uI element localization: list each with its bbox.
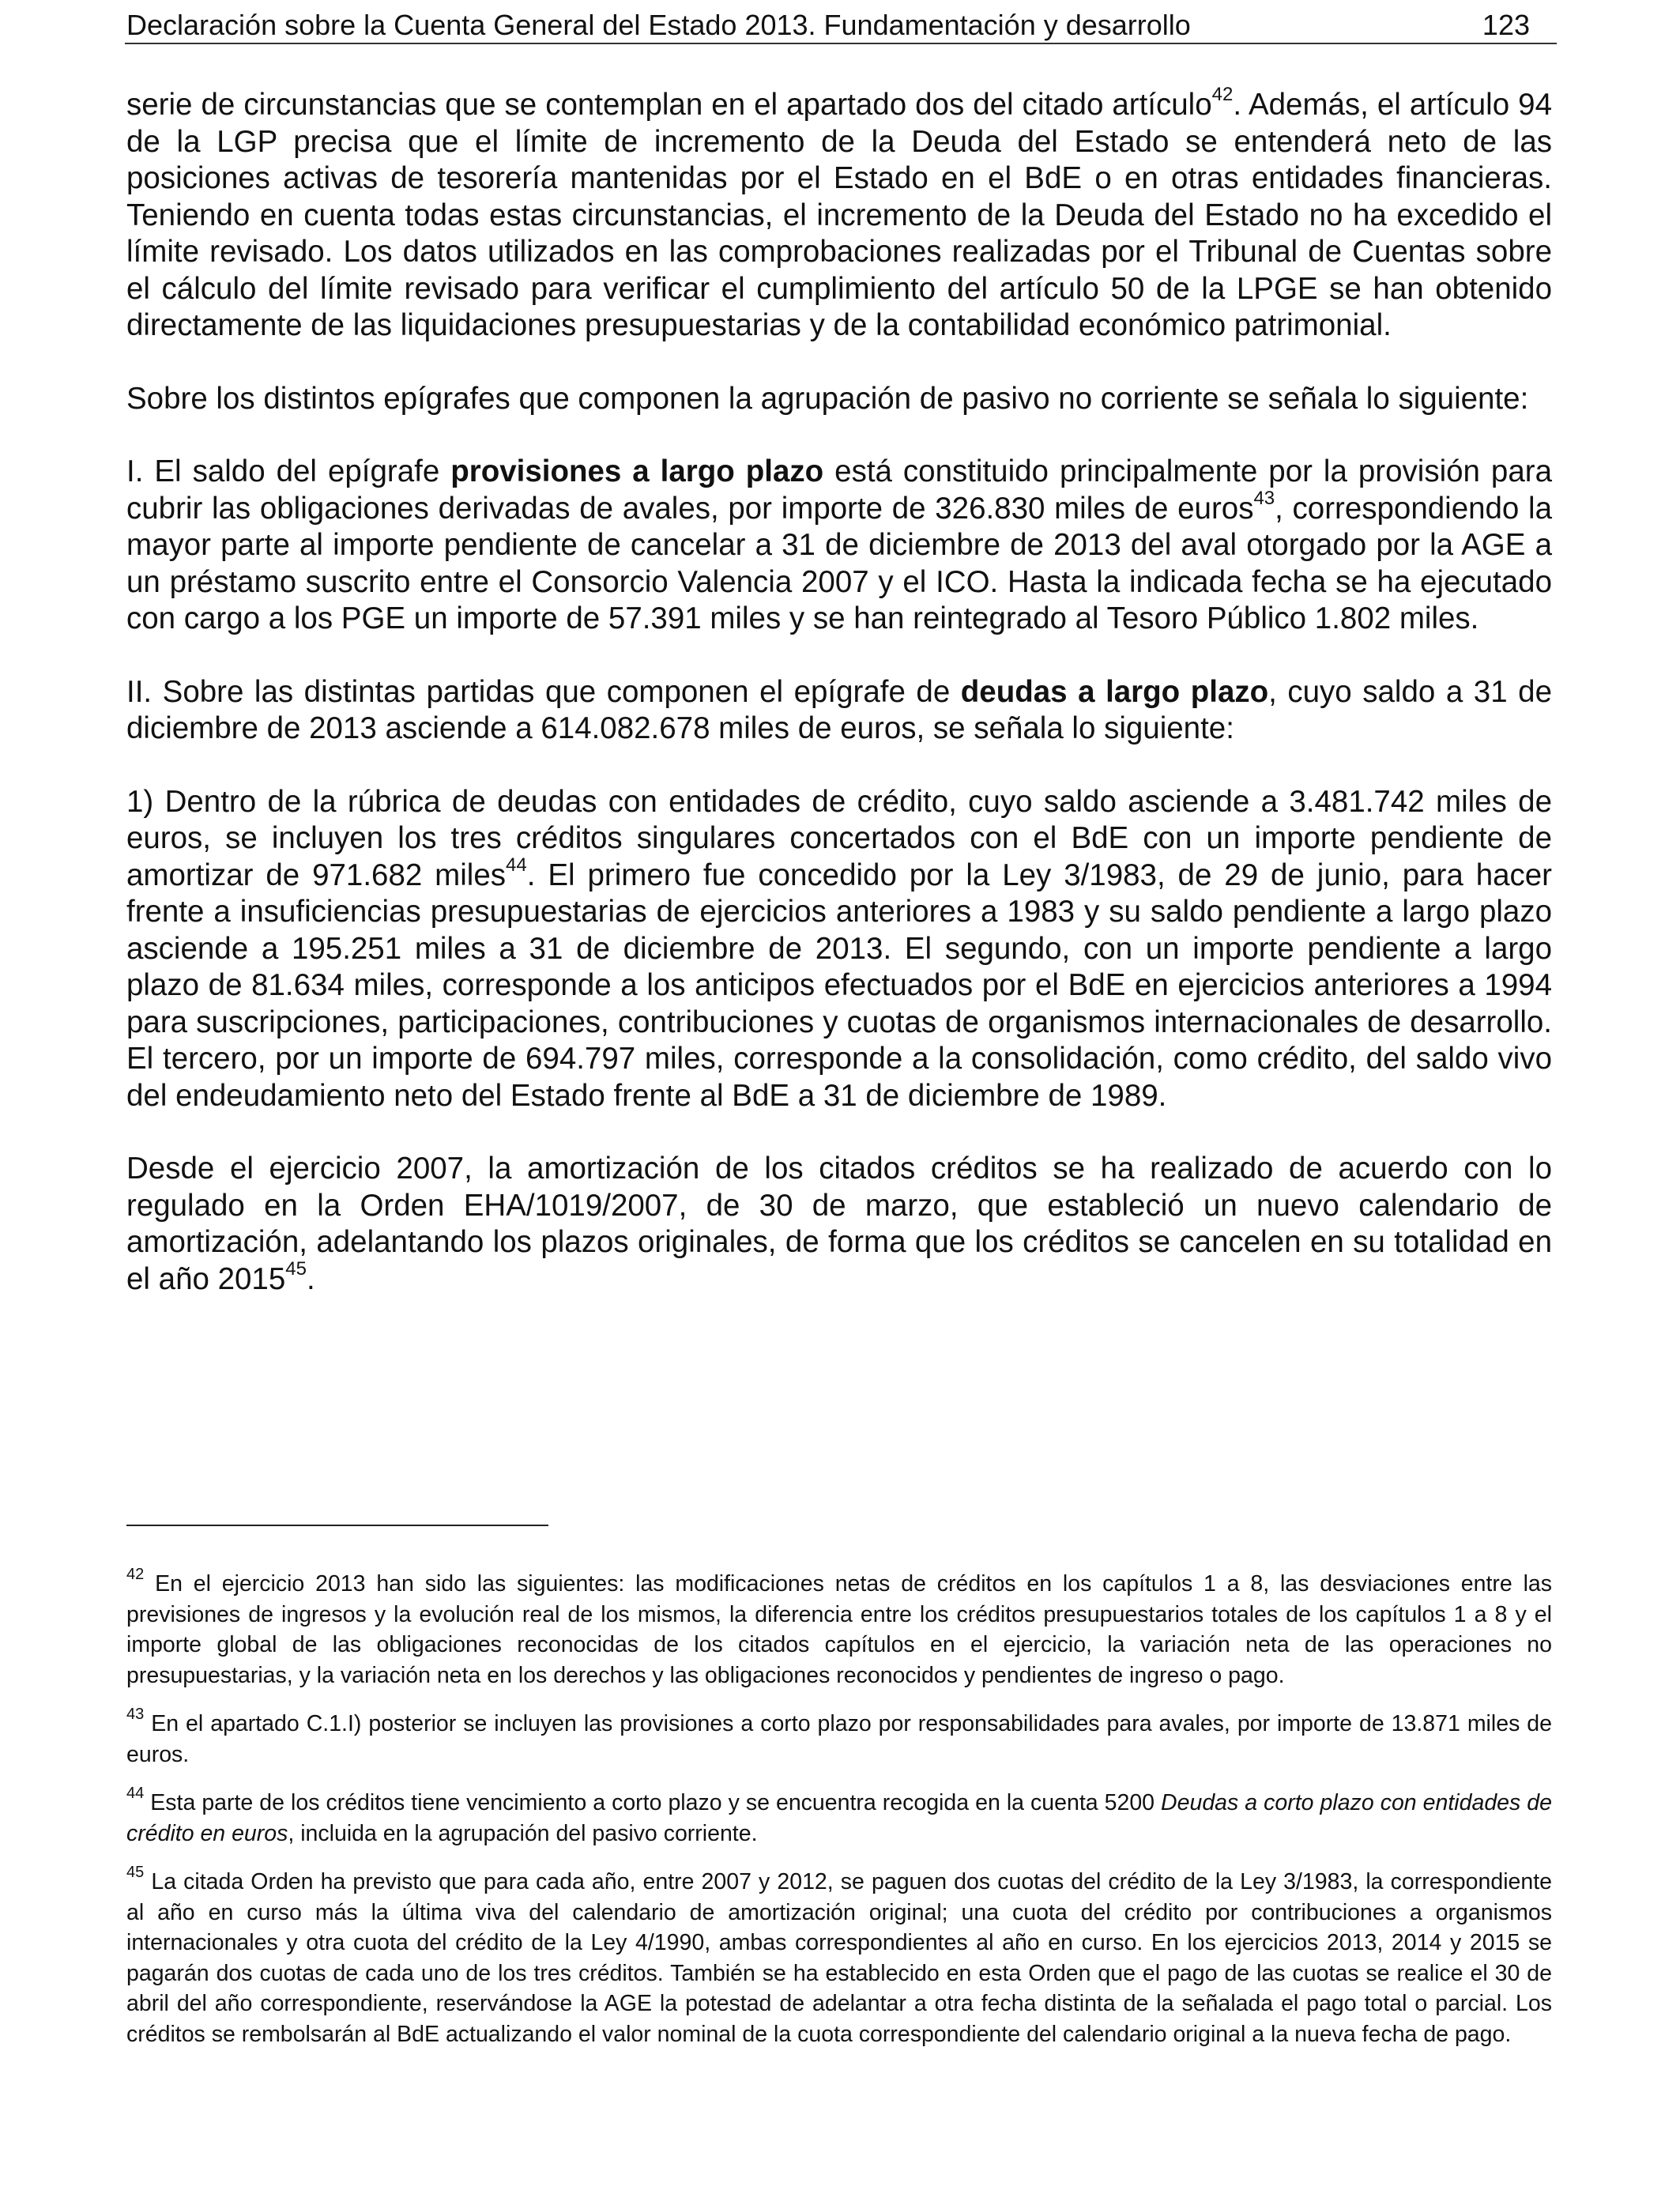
paragraph-text: Desde el ejercicio 2007, la amortización de los citados créditos se ha realizado de acuerdo con lo regulado en la Orden EHA/1019/2007, de 30 de marzo, que estableció un nuevo calendario de amortización, adelantando los plazos originales, de forma que los créditos se cancelen en su totalidad en el año 2015: [126, 1152, 1552, 1296]
footnote-text: La citada Orden ha previsto que para cada año, entre 2007 y 2012, se paguen dos cuotas del crédito de la Ley 3/1983, la correspondiente al año en curso más la última viva del calendario de amortización original; una cuota del crédito por contribuciones a organismos internacionales y otra cuota del crédito de la Ley 4/1990, ambas correspondientes al año en curso. En los ejercicios 2013, 2014 y 2015 se pagarán dos cuotas de cada uno de los tres créditos. También se ha establecido en esta Orden que el pago de las cuotas se realice el 30 de abril del año correspondiente, reservándose la AGE la potestad de adelantar a otra fecha distinta de la señalada el pago total o parcial. Los créditos se rembolsarán al BdE actualizando el valor nominal de la cuota correspondiente del calendario original a la nueva fecha de pago.: [126, 1869, 1552, 2047]
footnote-number: 44: [126, 1784, 145, 1802]
footnote-42: [126, 1565, 1552, 1691]
footnote-text: , incluida en la agrupación del pasivo corriente.: [288, 1820, 758, 1846]
footnote-ref-42[interactable]: 42: [1211, 84, 1234, 106]
paragraph-text: , correspondiendo la mayor parte al importe pendiente de cancelar a 31 de diciembre de 2013 del aval otorgado por la AGE a un préstamo suscrito entre el Consorcio Valencia 2007 y el ICO. Hasta la indicada fecha se ha ejecutado con cargo a los PGE un importe de 57.391 miles y se han reintegrado al Tesoro Público 1.802 miles.: [126, 491, 1552, 635]
footnote-ref-43[interactable]: 43: [1253, 487, 1275, 509]
paragraph-text: I. El saldo del epígrafe: [126, 454, 451, 488]
page-number: 123: [1482, 9, 1530, 41]
paragraph-text: II. Sobre las distintas partidas que componen el epígrafe de: [126, 674, 961, 709]
paragraph-text: 1) Dentro de la rúbrica de deudas con entidades de crédito, cuyo saldo asciende a 3.481.742 miles de euros, se incluyen los tres créditos singulares concertados con el BdE con un importe pendiente de amortizar de 971.682 miles: [126, 784, 1552, 892]
footnote-text: Esta parte de los créditos tiene vencimiento a corto plazo y se encuentra recogida en la cuenta 5200: [144, 1790, 1162, 1815]
footnote-45: [126, 1863, 1552, 2049]
paragraph-text: serie de circunstancias que se contemplan en el apartado dos del citado artículo: [126, 88, 1212, 122]
paragraph-text: .: [306, 1261, 315, 1296]
footnote-ref-45[interactable]: 45: [285, 1257, 307, 1280]
page-header: [125, 8, 1557, 44]
footnote-separator: [126, 1525, 548, 1526]
paragraph-text: . Además, el artículo 94 de la LGP precisa que el límite de incremento de la Deuda del Estado se entenderá neto de las posiciones activas de tesorería mantenidas por el Estado en el BdE o en otras entidades financieras. Teniendo en cuenta todas estas circunstancias, el incremento de la Deuda del Estado no ha excedido el límite revisado. Los datos utilizados en las comprobaciones realizadas por el Tribunal de Cuentas sobre el cálculo del límite revisado para verificar el cumplimiento del artículo 50 de la LPGE se han obtenido directamente de las liquidaciones presupuestarias y de la contabilidad económico patrimonial.: [126, 88, 1552, 342]
paragraph-limite-deuda: [126, 84, 1552, 345]
footnote-text: En el ejercicio 2013 han sido las siguientes: las modificaciones netas de créditos en los capítulos 1 a 8, las desviaciones entre las previsiones de ingresos y la evolución real de los mismos, la diferencia entre los créditos presupuestarios totales de los capítulos 1 a 8 y el importe global de las obligaciones reconocidas de los citados capítulos en el ejercicio, la variación neta de las operaciones no presupuestarias, y la variación neta en los derechos y las obligaciones reconocidos y pendientes de ingreso o pago.: [126, 1571, 1552, 1688]
paragraph-deudas-largo-plazo: [126, 674, 1552, 748]
footnote-ref-44[interactable]: 44: [506, 854, 527, 876]
bold-term: provisiones a largo plazo: [450, 454, 824, 488]
footnotes: [126, 1565, 1552, 2068]
paragraph-provisiones: [126, 454, 1552, 638]
paragraph-entidades-credito: [126, 784, 1552, 1115]
footnote-number: 42: [126, 1565, 145, 1583]
footnote-43: [126, 1705, 1552, 1770]
footnote-number: 43: [126, 1705, 145, 1723]
paragraph-pasivo-intro: Sobre los distintos epígrafes que componen la agrupación de pasivo no corriente se señala lo siguiente:: [126, 381, 1529, 416]
paragraph-text: . El primero fue concedido por la Ley 3/1983, de 29 de junio, para hacer frente a insuficiencias presupuestarias de ejercicios anteriores a 1983 y su saldo pendiente a largo plazo asciende a 195.251 miles a 31 de diciembre de 2013. El segundo, con un importe pendiente a largo plazo de 81.634 miles, corresponde a los anticipos efectuados por el BdE en ejercicios anteriores a 1994 para suscripciones, participaciones, contribuciones y cuotas de organismos internacionales de desarrollo. El tercero, por un importe de 694.797 miles, corresponde a la consolidación, como crédito, del saldo vivo del endeudamiento neto del Estado frente al BdE a 31 de diciembre de 1989.: [126, 858, 1552, 1113]
footnote-44: [126, 1784, 1552, 1849]
footnote-number: 45: [126, 1863, 145, 1881]
paragraph-amortizacion: [126, 1151, 1552, 1298]
paragraph-text: está constituido principalmente por la provisión para cubrir las obligaciones derivadas de avales, por importe de 326.830 miles de euros: [126, 454, 1552, 526]
bold-term: deudas a largo plazo: [960, 674, 1269, 709]
document-title: Declaración sobre la Cuenta General del Estado 2013. Fundamentación y desarrollo: [126, 9, 1191, 41]
main-text: [126, 84, 1552, 1334]
footnote-text: En el apartado C.1.I) posterior se incluyen las provisiones a corto plazo por responsabilidades para avales, por importe de 13.871 miles de euros.: [126, 1711, 1552, 1767]
italic-term: Deudas a corto plazo con entidades de crédito en euros: [126, 1790, 1552, 1846]
paragraph-text: , cuyo saldo a 31 de diciembre de 2013 asciende a 614.082.678 miles de euros, se señala lo siguiente:: [126, 674, 1552, 745]
